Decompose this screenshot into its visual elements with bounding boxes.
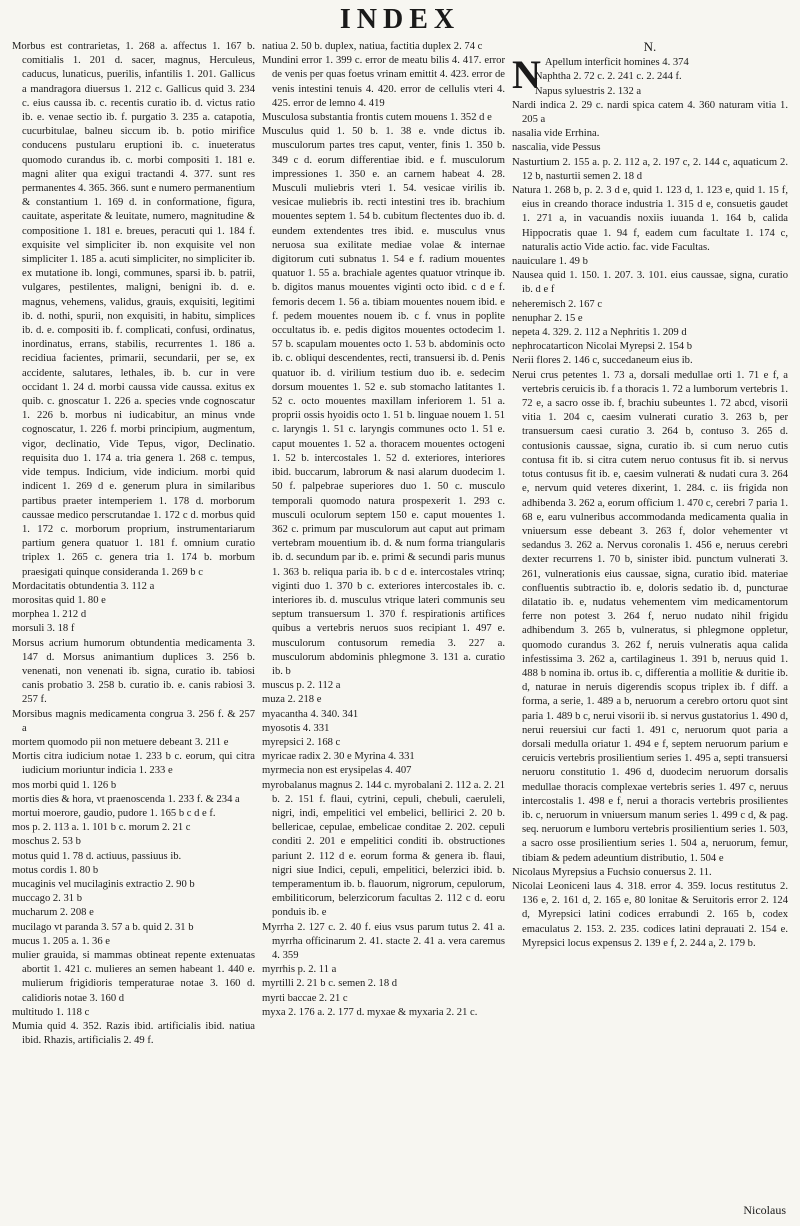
index-entry: myosotis 4. 331 [262,722,330,734]
index-entry: mucaginis vel mucilaginis extractio 2. 90 b [12,878,195,890]
index-entry: Morbus est contrarietas, 1. 268 a. affectus 1. 167 b. comitialis 1. 201 d. sacer, magnus, Herculeus, caducus, lunaticus, puerilis, infantilis 1. 201. Gallicus a mandragora diuersus 1. 212 c. Gallicus quid 3. 234 c. eius caussa ib. c. recentis curatio ib. d. victus ratio ib. e. venae sectio ib. f. purgatio 3. 235 a. catapotia, cucurbitulae, balneu siccum ib. b. potio mirifice conducens pustularu eruptioni ib. c. inueteratus quomodo curandus ib. c. morbi compositi 1. 181 e. magni aliter qua exigui tractandi 4. 377. sunt res permanentes 4. 365. 366. sunt e numero permanentium & constantium 1. 169 d. in conformatione, figura, cauitate, asperitate & leuitate, numero, magnitudine & compositione 1. 181 e. breues, peracuti qui 1. 184 f. exquisite vel simpliciter ib. non exquisite vel non simpliciter 1. 185 a. acuti simpliciter, no simpliciter ib. ex mutatione ib. longi, communes, sparsi ib. b. patrii, vulgares, pestilentes, maligni, benigni ib. d. e. magnus, vehemens, validus, grauis, exquisiti, legitimi ib. d. nothi, spurii, non exquisiti, in habitu, simplices ib. d. e. compositi ib. f. complicati, confusi, ordinatus, inordinatus, errans, stabilis, recurrentes 1. 186 a. recidiua facientes, primarii, secundarii, per se, ex accidente, salutares, lethales, ib. b. cur in vere occidant 1. 24 d. morbi caussa vide caussa. exitus ex quib. c. gnoscatur 1. 226 a. species vnde cognoscatur 1. 226 b. morbus ni iudicabitur, an minus vnde cognoscatur, 1. 226 f. morbi principium, augmentum, vigor, declinatio, Vide Tepus, vigor, Declinatio. requisita duo 1. 174 a. tria genera 1. 268 c. tempus, vide tempus. Indicium, vide indicium. morbi quid indicent 1. 269 d e. generum plura in similaribus partibus praeter intemperiem 1. 178 d. morborum caussae medico perscrutandae 1. 172 c d. morbus quid 1. 172 c. morborum proprium, instrumentariarum partium genera quatuor 1. 181 f. omnium curatio triplex 1. 265 c. genera tria 1. 174 b. morbum praesigati quinque consideranda 1. 269 b c [12,41,255,578]
index-column-1 [12,40,255,1200]
index-entry: nauiculare 1. 49 b [512,256,588,268]
index-entry: nenuphar 2. 15 e [512,312,583,324]
index-entry: muza 2. 218 e [262,694,322,706]
index-entry: myricae radix 2. 30 e Myrina 4. 331 [262,751,415,763]
index-entry: mortem quomodo pii non metuere debeant 3. 211 e [12,736,229,748]
index-entry: morositas quid 1. 80 e [12,594,106,606]
index-entry: Mumia quid 4. 352. Razis ibid. artificialis ibid. natiua ibid. Rhazis, artificialis 2. 49 f. [12,1021,255,1047]
index-entry: Apellum interficit homines 4. 374 [544,57,689,69]
index-entry: muccago 2. 31 b [12,893,83,905]
index-entry: myrobalanus magnus 2. 144 c. myrobalani 2. 112 a. 2. 21 b. 2. 151 f. flaui, cytrini, cepuli, chebuli, caeruleli, nigri, indi, empelitici vel embelici, bellirici 2. 20 b. bellericae, cepulae, embelicae conditae 2. 202. cepuli conditi 2. 201 e empelitici conditi ib. obstructiones pariunt 2. 112 d e. eorum forma & genera ib. flaui, nigri siue Indici, cepuli, empelitici, belerzici ibid. b. temperamentum ib. b. flauorum, nigrorum, cepulorum, embiliticorum, belerzicorum facultas 2. 112 c d. eoru ponduis ib. e [262,779,505,919]
index-entry: nephrocatarticon Nicolai Myrepsi 2. 154 b [512,341,693,353]
index-entry: muscus p. 2. 112 a [262,680,341,692]
index-entry: myrepsici 2. 168 c [262,736,341,748]
index-entry: mos p. 2. 113 a. 1. 101 b c. morum 2. 21 c [12,822,191,834]
index-entry: motus cordis 1. 80 b [12,864,99,876]
index-entry: Natura 1. 268 b, p. 2. 3 d e, quid 1. 123 d, 1. 123 e, quid 1. 15 f, eius in creando thorace industria 1. 315 d e, consuetis gaudet 1. 271 a, in vacuandis noxiis iuuanda 1. 164 b, calida Hippocratis quae 1. 94 f, eadem cum facultate 1. 174 c, naturalis actio Vide actio. fac. vide Facultas. [512,185,788,253]
index-entry: nasalia vide Errhina. [512,128,600,140]
index-entry: mortis dies & hora, vt praenoscenda 1. 233 f. & 234 a [12,793,240,805]
index-entry: Myrrha 2. 127 c. 2. 40 f. eius vsus parum tutus 2. 41 a. myrrha officinarum 2. 41. stacte 2. 41 a. vera caremus 4. 359 [262,921,505,961]
index-entry: Nausea quid 1. 150. 1. 207. 3. 101. eius caussae, signa, curatio ib. d e f [512,270,788,296]
index-column-3 [512,40,788,1200]
index-entry: Morsibus magnis medicamenta congrua 3. 256 f. & 257 a [12,708,255,734]
index-entry: Nerii flores 2. 146 c, succedaneum eius ib. [512,355,693,367]
index-entry: nascalia, vide Pessus [512,142,601,154]
index-entry: neheremisch 2. 167 c [512,298,603,310]
index-entry: Nicolaus Myrepsius a Fuchsio conuersus 2. 11. [512,866,712,878]
index-entry: Musculosa substantia frontis cutem mouens 1. 352 d e [262,112,492,124]
index-entry: Nasturtium 2. 155 a. p. 2. 112 a, 2. 197 c, 2. 144 c, aquaticum 2. 12 b, nasturtii semen 2. 18 d [512,156,788,182]
index-entry: myrmecia non est erysipelas 4. 407 [262,765,412,777]
page-title: INDEX [339,4,461,35]
index-entry: mucilago vt paranda 3. 57 a b. quid 2. 31 b [12,921,194,933]
catchword: Nicolaus [743,1203,786,1217]
letter-heading: N. [643,40,657,54]
index-entry: Napus syluestris 2. 132 a [534,85,642,97]
index-column-2 [262,40,505,1200]
index-entry: natiua 2. 50 b. duplex, natiua, factitia duplex 2. 74 c [262,41,483,52]
index-entry: myrti baccae 2. 21 c [262,992,348,1004]
index-entry: Mundini error 1. 399 c. error de meatu bilis 4. 417. error de venis per quas foetus vrinam emittit 4. 423. error de venis intestini tenuis 4. 420. error de cellulis vteri 4. 425. error de lemno 4. 419 [262,55,505,109]
index-entry: Nardi indica 2. 29 c. nardi spica catem 4. 360 naturam vitia 1. 205 a [512,99,788,126]
index-entry: motus quid 1. 78 d. actiuus, passiuus ib. [12,850,182,862]
index-entry: Mordacitatis obtundentia 3. 112 a [12,580,155,592]
index-entry: nepeta 4. 329. 2. 112 a Nephritis 1. 209 d [512,327,687,339]
index-entry: myrrhis p. 2. 11 a [262,964,337,976]
index-entry: myxa 2. 176 a. 2. 177 d. myxae & myxaria 2. 21 c. [262,1006,478,1018]
index-entry: morsuli 3. 18 f [12,623,75,635]
index-entry: mulier grauida, si mammas obtineat repente extenuatas abortit 1. 421 c. mulieres an semen habeant 1. 440 e. mulierum frigidioris temperaturae notae 3. 160 d. calidioris notae 3. 160 d [12,950,255,1004]
index-entry: mos morbi quid 1. 126 b [12,779,117,791]
index-entry: mucus 1. 205 a. 1. 36 e [12,935,110,947]
index-entry: Morsus acrium humorum obtundentia medicamenta 3. 147 d. Morsus animantium duplices 3. 256 b. venenati, non venenati ib. signa, curatio ib. tabiosi canis probatio 3. 258 b. curatio ib. e. canis rabiosi 3. 257 f. [12,637,255,706]
index-entry: moschus 2. 53 b [12,836,81,848]
drop-capital: N [512,52,541,98]
index-entry: Musculus quid 1. 50 b. 1. 38 e. vnde dictus ib. musculorum partes tres caput, venter, finis 1. 350 b. 349 c d. eorum differentiae ibid. e f. musculorum impressiones 1. 350 e. an carnem habeat 4. 28. Musculi muliebris vteri 1. 54. vesicae virilis ib. vesicae muliebris ib. recti intestini tres ib. brachium mouentes septem 1. 54 b. cubitum flectentes duo ib. d. eundem extendentes tres ibid. e. musculus vnus neruosa sua exilitate mediae volae & internae digitorum cuti subnatus 1. 54 e f. radium mouentes quatuor 1. 55 a. brachiale agentes quatuor vtrinque ib. b. digitos manus mouentes viginti octo ibid. c d e f. femoris decem 1. 56 a. tibiam mouentes nouem ibid. e f. pedem mouentes nouem ib. c f. vnus in poplite occultatus ib. e. pedis digitos mouentes octodecim 1. 57 b. scapulam mouentes octo 1. 53 b. abdominis octo ib. c. obliqui descendentes, recti, transuersi ib. d. Penis quatuor ib. d. virilium testium duo ib. e. sedecim dorsum mouentes 1. 52 e. sub stomacho latitantes 1. 52 c. octo mouentes maxillam inferiorem 1. 51 a. proprii ossis hyoidis octo 1. 51 b. linguae nouem 1. 51 c. laryngis 1. 51 c. laryngis communes octo 1. 51 e. caput mouentes 1. 52 a. thoracem mouentes octogeni 1. 52 b. intercostales 1. 52 d. exteriores, interiores ibid. buccarum, labrorum & nasi alarum duodecim 1. 50 f. palpebrae superiores duo 1. 50 c. musculo temporali quomodo natura prospexerit 1. 293 c. musculi oculorum septem 150 e. caput mouentes 1. 362 c. primum par musculorum aut caput aut primam vertebram mouentium ib. d. & num forma triangularis ib. d. secundum par ib. e. primi & secundi paris munus 1. 363 b. reliqua paria ib. b c d e. intercostales vtrinq; viginti duo 1. 370 b c. exteriores intercostales ib. c. interiores ib. d. musculus vtrique lateri communis seu septum transuersum 1. 370 f. respirationis artifices quibus a vertebris neruos suos recipiant 1. 497 e. musculorum contusorum remedia 3. 227 a. musculorum abdominis phlegmone 3. 131 a. curatio ib. b [262,126,505,677]
index-entry: mortui moerore, gaudio, pudore 1. 165 b c d e f. [12,807,216,819]
index-entry: myrtilli 2. 21 b c. semen 2. 18 d [262,978,398,990]
column-3-entries [512,52,788,951]
index-entry: Nerui crus petentes 1. 73 a, dorsali medullae orti 1. 71 e f, a vertebris ceruicis ib. f a thoracis 1. 72 a lumborum vertebris 1. 72 e, a sacro osse ib. f, brachiu subeuntes 1. 72 abcd, visorii vitia 1. 204 c, caesim vulnerati curatio 3. 263 b, per transuersum caesi curatio 3. 264 b, contuso 3. 265 d. contusionis caussae, signa, curatio ib. si cum neruo cutis contusa fit ib. si citra cutem neruo contusus fit ib. si nervus totus contusus fit ib. e, caesim vulnerati & nudati cura 3. 264 e, nervum quid veteres dixerint, 1. 284. c. iis frigida non adhibenda 3. 262 a, eorum officium 1. 470 c, cerebri 7 paria 1. 68 e, earu vulneribus accommodanda medicamenta qualia in vniuersum esse debeant 3. 263 f, dolor vehementer vt sedandus 3. 262 a. Nervus coronalis 1. 456 e, neruus cerebri dexter recurrens 1. 70 b, sinister ibid. punctum vulnerati 3. 261, vulnerationis eius caussae, signa, curatio ibid. materiae confluentis subtractio ib. e, doloris sedatio ib. d, puncturae dilatatio ib. e, nudatus vehementem vim medicamentorum ferre non potest 3. 264 f, neruo nudato nihil frigidu adhibendum 3. 265 b, vulneratus, si phlegmone oppletur, quomodo curandus 3. 262 f, neruis vulneratis aqua calida infestissima 3. 262 a, cartilagineus 1. 391 b, neruus quid 1. 488 b nomina ib. ortus ib. c, differentia a mollitie & duritie ib. d, naturae in neruis digerendis scopus triplex ib. f diff. a forma, a serie, 1. 489 a b, neruorum a cerebro ortoru quot sint paria 1. 489 b c, nerui visorii ib. si nervus gustatorius 1. 490 d, nerui reuersiui cur facti 1. 491 c, neruorum quot paria a dorsali medulla oriatur 1. 494 e f, septem neruorum parium e ceruicis vertebris prosilientium series 1. 495 a, septi transuersi neruoru constitutio 1. 496 d, duodecim neruorum dorsalis medullae thoracis complexae vertebris series 1. 497 c, neruus intercostalis 1. 498 e f, nerui a thoracis vertebris prosilientes ib. c, neruorum in vniuersum manum series 1. 499 c d, & pag. seq. neruorum e lumboru vertebris prosilientium series 1. 503, a sacro osse prosilientium series 1. 504 a, neruorum, femur, tibiam & pedem adeuntium distributio, 1. 504 e [512,369,788,864]
index-entry: Nicolai Leoniceni laus 4. 318. error 4. 359. locus restitutus 2. 136 e, 2. 161 d, 2. 165 e, 80 lonitae & Seruitoris error 2. 124 d, Myrepsici latini codices errabundi 2. 165 b, codex emaculatus 2. 153. 2. 235. codices latini deprauati 2. 154 e. Myrepsici locus expensus 2. 139 e f, 2. 244 a, 2. 179 b. [512,880,788,949]
index-entry: Naphtha 2. 72 c. 2. 241 c. 2. 244 f. [534,71,682,83]
index-entry: myacantha 4. 340. 341 [262,708,359,720]
index-entry: morphea 1. 212 d [12,609,87,621]
index-entry: Mortis citra iudicium notae 1. 233 b c. eorum, qui citra iudicium moriuntur indicia 1. 233 e [12,751,255,777]
index-entry: multitudo 1. 118 c [12,1006,90,1018]
index-entry: mucharum 2. 208 e [12,907,94,919]
